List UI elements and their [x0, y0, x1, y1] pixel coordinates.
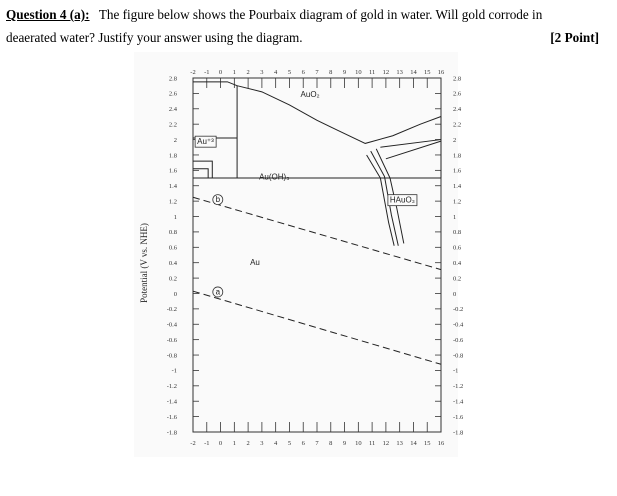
x-tick-label-top: 4 [274, 69, 278, 76]
y-tick-label-right: -1.6 [453, 413, 464, 421]
y-axis-title: Potential (V vs. NHE) [139, 223, 149, 303]
y-tick-label-left: -1.2 [166, 383, 177, 391]
x-tick-label-bottom: 9 [342, 440, 347, 447]
y-tick-label-left: 2.6 [168, 90, 177, 98]
y-tick-label-left: -1.4 [166, 398, 177, 406]
y-tick-label-right: 0 [453, 290, 457, 298]
y-tick-label-left: 0.6 [168, 244, 177, 252]
region-au3-label: Au⁺³ [197, 137, 214, 147]
y-tick-label-right: -0.8 [453, 352, 464, 360]
figure-background [134, 52, 458, 457]
x-tick-label-bottom: 3 [260, 440, 264, 447]
x-tick-label-top: 16 [437, 69, 445, 76]
y-tick-label-left: 0.2 [168, 275, 177, 283]
y-tick-label-right: 2.6 [453, 90, 462, 98]
x-tick-label-bottom: 1 [232, 440, 236, 447]
x-tick-label-bottom: 11 [368, 440, 376, 447]
y-tick-label-right: 1.6 [453, 167, 462, 175]
y-tick-label-left: 1 [173, 213, 177, 221]
y-tick-label-left: 2.8 [168, 75, 177, 83]
y-tick-label-right: 0.8 [453, 229, 462, 237]
x-tick-label-top: 1 [232, 69, 236, 76]
y-tick-label-left: -1 [171, 367, 177, 375]
x-tick-label-top: 8 [329, 69, 333, 76]
region-auo2-label: AuO₂ [300, 90, 320, 100]
x-tick-label-bottom: 16 [437, 440, 445, 447]
y-tick-label-left: -0.8 [166, 352, 177, 360]
x-tick-label-top: 10 [355, 69, 362, 76]
x-tick-label-bottom: 2 [246, 440, 250, 447]
y-tick-label-right: 0.4 [453, 259, 462, 267]
y-tick-label-right: -0.4 [453, 321, 464, 329]
y-tick-label-right: -0.2 [453, 306, 464, 314]
x-tick-label-bottom: 14 [410, 440, 417, 447]
x-tick-label-top: -2 [190, 69, 196, 76]
x-tick-label-top: 15 [423, 69, 431, 76]
y-tick-label-left: -0.6 [166, 336, 177, 344]
y-tick-label-right: 1.2 [453, 198, 462, 206]
y-tick-label-left: 1.4 [168, 183, 177, 191]
y-tick-label-left: -0.4 [166, 321, 177, 329]
y-tick-label-left: 1.8 [168, 152, 177, 160]
x-tick-label-top: 2 [246, 69, 250, 76]
x-tick-label-bottom: 8 [329, 440, 333, 447]
x-tick-label-bottom: 10 [355, 440, 362, 447]
y-tick-label-left: -1.6 [166, 413, 177, 421]
region-au-oh3-label: Au(OH)₃ [259, 172, 290, 182]
x-tick-label-bottom: -1 [204, 440, 210, 447]
x-tick-label-top: 11 [368, 69, 376, 76]
x-tick-label-top: 5 [287, 69, 292, 76]
y-tick-label-left: -1.8 [166, 429, 177, 437]
y-tick-label-left: 1.2 [168, 198, 177, 206]
question-text-line-1: The figure below shows the Pourbaix diagram of gold in water. Will gold corrode in [98, 7, 543, 22]
y-tick-label-right: 0.6 [453, 244, 462, 252]
y-tick-label-left: 0.4 [168, 259, 177, 267]
y-tick-label-right: -1.2 [453, 383, 464, 391]
points-label: [2 Point] [550, 30, 599, 45]
x-tick-label-top: 7 [315, 69, 319, 76]
y-tick-label-right: 0.2 [453, 275, 462, 283]
y-tick-label-right: 1.8 [453, 152, 462, 160]
question-label: Question 4 (a): [6, 7, 90, 22]
y-tick-label-right: 2.2 [453, 121, 462, 129]
y-tick-label-right: 1 [453, 213, 457, 221]
x-tick-label-top: 6 [301, 69, 305, 76]
x-tick-label-top: 9 [342, 69, 347, 76]
line-marker-label: a [215, 287, 221, 297]
y-tick-label-right: 2 [453, 136, 457, 144]
x-tick-label-bottom: 4 [274, 440, 278, 447]
y-tick-label-right: -1.4 [453, 398, 464, 406]
x-tick-label-bottom: 6 [301, 440, 305, 447]
y-tick-label-left: -0.2 [166, 306, 177, 314]
y-tick-label-left: 1.6 [168, 167, 177, 175]
x-tick-label-top: 14 [410, 69, 417, 76]
x-tick-label-bottom: 5 [287, 440, 292, 447]
x-tick-label-bottom: 0 [218, 440, 223, 447]
question-text-line-2: deaerated water? Justify your answer using the diagram. [6, 30, 303, 45]
x-tick-label-top: 3 [260, 69, 264, 76]
y-tick-label-right: 2.8 [453, 75, 462, 83]
region-au-label: Au [250, 258, 260, 268]
x-tick-label-bottom: -2 [190, 440, 196, 447]
y-tick-label-left: 0.8 [168, 229, 177, 237]
y-tick-label-left: 2.2 [168, 121, 177, 129]
x-tick-label-bottom: 7 [315, 440, 319, 447]
x-tick-label-bottom: 15 [423, 440, 431, 447]
y-tick-label-left: 2 [173, 136, 177, 144]
y-tick-label-right: -1.8 [453, 429, 464, 437]
y-tick-label-right: -1 [453, 367, 459, 375]
x-tick-label-bottom: 12 [382, 440, 390, 447]
region-hauo3-label: HAuO₃ [389, 195, 415, 205]
y-tick-label-right: 1.4 [453, 183, 462, 191]
x-tick-label-top: -1 [204, 69, 210, 76]
x-tick-label-top: 12 [382, 69, 390, 76]
line-marker-label: b [215, 195, 221, 205]
x-tick-label-top: 13 [396, 69, 403, 76]
x-tick-label-bottom: 13 [396, 440, 403, 447]
y-tick-label-left: 2.4 [168, 106, 177, 114]
y-tick-label-right: 2.4 [453, 106, 462, 114]
y-tick-label-left: 0 [173, 290, 177, 298]
x-tick-label-top: 0 [218, 69, 223, 76]
y-tick-label-right: -0.6 [453, 336, 464, 344]
